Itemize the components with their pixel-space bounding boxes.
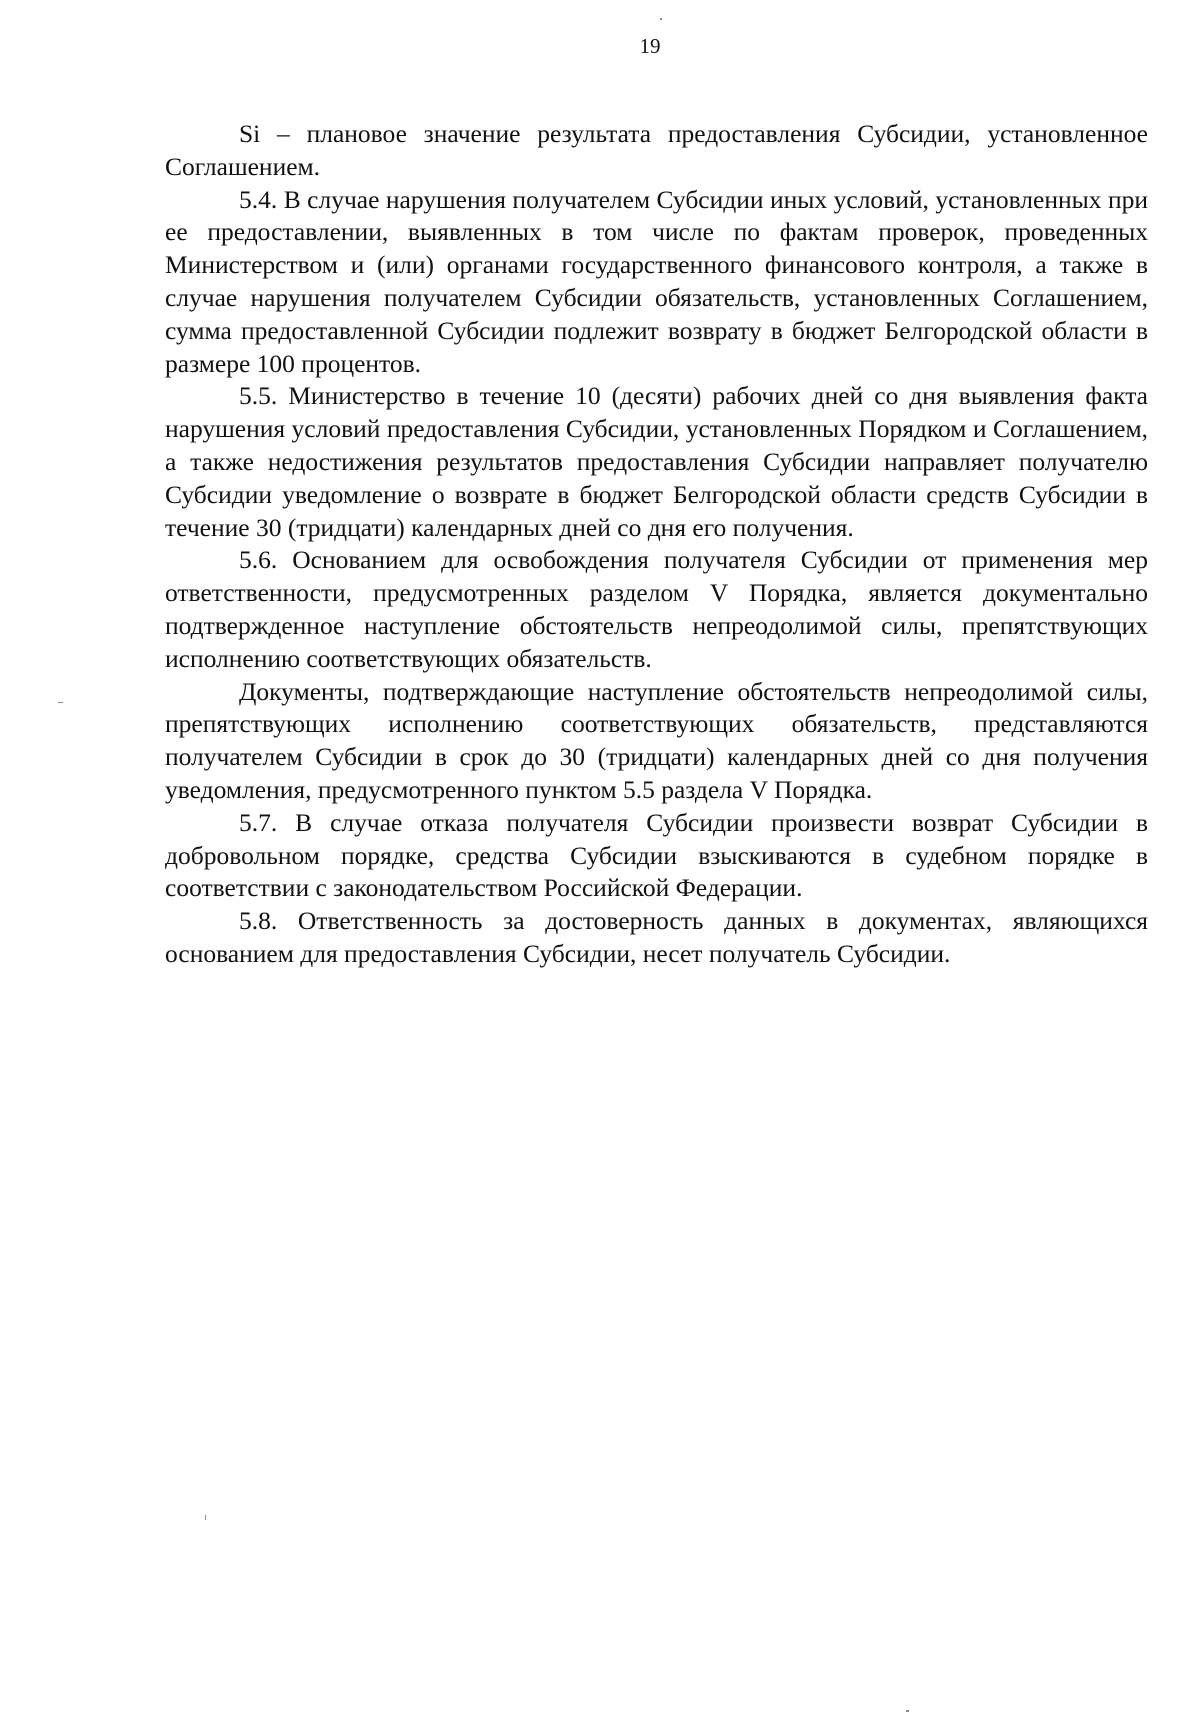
paragraph-5-5: 5.5. Министерство в течение 10 (десяти) рабочих дней со дня выявления факта нарушения условий предоставления Субсидии, установленных Порядком и Соглашением, а также недостижения результатов предоставления Субсидии направляет получателю Субсидии уведомление о возврате в бюджет Белгородской области средств Субсидии в течение 30 (тридцати) календарных дней со дня его получения. bbox=[165, 381, 1148, 542]
document-body bbox=[165, 118, 1148, 971]
scan-dot bbox=[205, 1515, 206, 1520]
scan-dot bbox=[906, 1710, 909, 1712]
scan-dot bbox=[660, 18, 662, 20]
paragraph-si-definition: Si – плановое значение результата предоставления Субсидии, установленное Соглашением. bbox=[165, 119, 1148, 181]
paragraph-5-8: 5.8. Ответственность за достоверность данных в документах, являющихся основанием для предоставления Субсидии, несет получатель Субсидии. bbox=[165, 906, 1148, 968]
paragraph-5-6: 5.6. Основанием для освобождения получателя Субсидии от применения мер ответственности, предусмотренных разделом V Порядка, является документально подтвержденное наступление обстоятельств непреодолимой силы, препятствующих исполнению соответствующих обязательств. bbox=[165, 545, 1148, 673]
paragraph-5-7: 5.7. В случае отказа получателя Субсидии произвести возврат Субсидии в добровольном порядке, средства Субсидии взыскиваются в судебном порядке в соответствии с законодательством Российской Федерации. bbox=[165, 807, 1148, 903]
paragraph-5-4: 5.4. В случае нарушения получателем Субсидии иных условий, установленных при ее предоставлении, выявленных в том числе по фактам проверок, проведенных Министерством и (или) органами государственного финансового контроля, а также в случае нарушения получателем Субсидии обязательств, установленных Соглашением, сумма предоставленной Субсидии подлежит возврату в бюджет Белгородской области в размере 100 процентов. bbox=[165, 184, 1148, 378]
scan-dot bbox=[58, 702, 63, 703]
page-number: 19 bbox=[639, 34, 661, 58]
paragraph-documents: Документы, подтверждающие наступление обстоятельств непреодолимой силы, препятствующих исполнению соответствующих обязательств, представляются получателем Субсидии в срок до 30 (тридцати) календарных дней со дня получения уведомления, предусмотренного пунктом 5.5 раздела V Порядка. bbox=[165, 676, 1148, 804]
